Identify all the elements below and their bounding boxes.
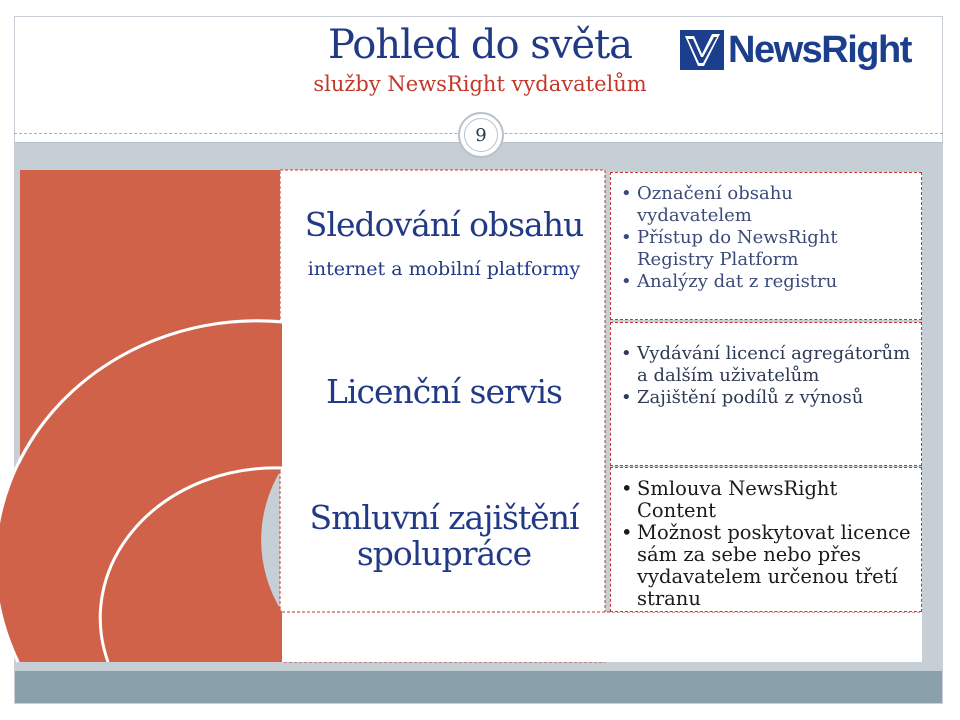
bullet-item: • Analýzy dat z registru — [637, 271, 913, 293]
row-3-bullets — [610, 467, 922, 612]
row-2-bullets — [610, 322, 922, 466]
page-number-badge — [458, 112, 504, 158]
page-number: 9 — [464, 118, 498, 152]
bullet-item: • Zajištění podílů z výnosů — [637, 387, 913, 409]
slide-subtitle: služby NewsRight vydavatelům — [313, 72, 647, 96]
row-1-heading: Sledování obsahu — [304, 205, 584, 244]
row-1-bullets — [610, 172, 922, 320]
bullet-item: • Možnost poskytovat licence sám za sebe nebo přes vydavatelem určenou třetí stranu — [637, 522, 913, 610]
bullet-item: • Vydávání licencí agregátorům a dalším uživatelům — [637, 343, 913, 387]
bullet-item: • Označení obsahu vydavatelem — [637, 183, 913, 227]
logo-wordmark: NewsRight — [728, 29, 911, 71]
bullet-item: • Smlouva NewsRight Content — [637, 478, 913, 522]
row-2-heading: Licenční servis — [326, 372, 562, 411]
row-3-heading: Smluvní zajištění spolupráce — [309, 498, 579, 573]
row-1-subheading: internet a mobilní platformy — [307, 258, 581, 280]
bullet-item: • Přístup do NewsRight Registry Platform — [637, 227, 913, 271]
slide-title: Pohled do světa — [327, 22, 633, 68]
